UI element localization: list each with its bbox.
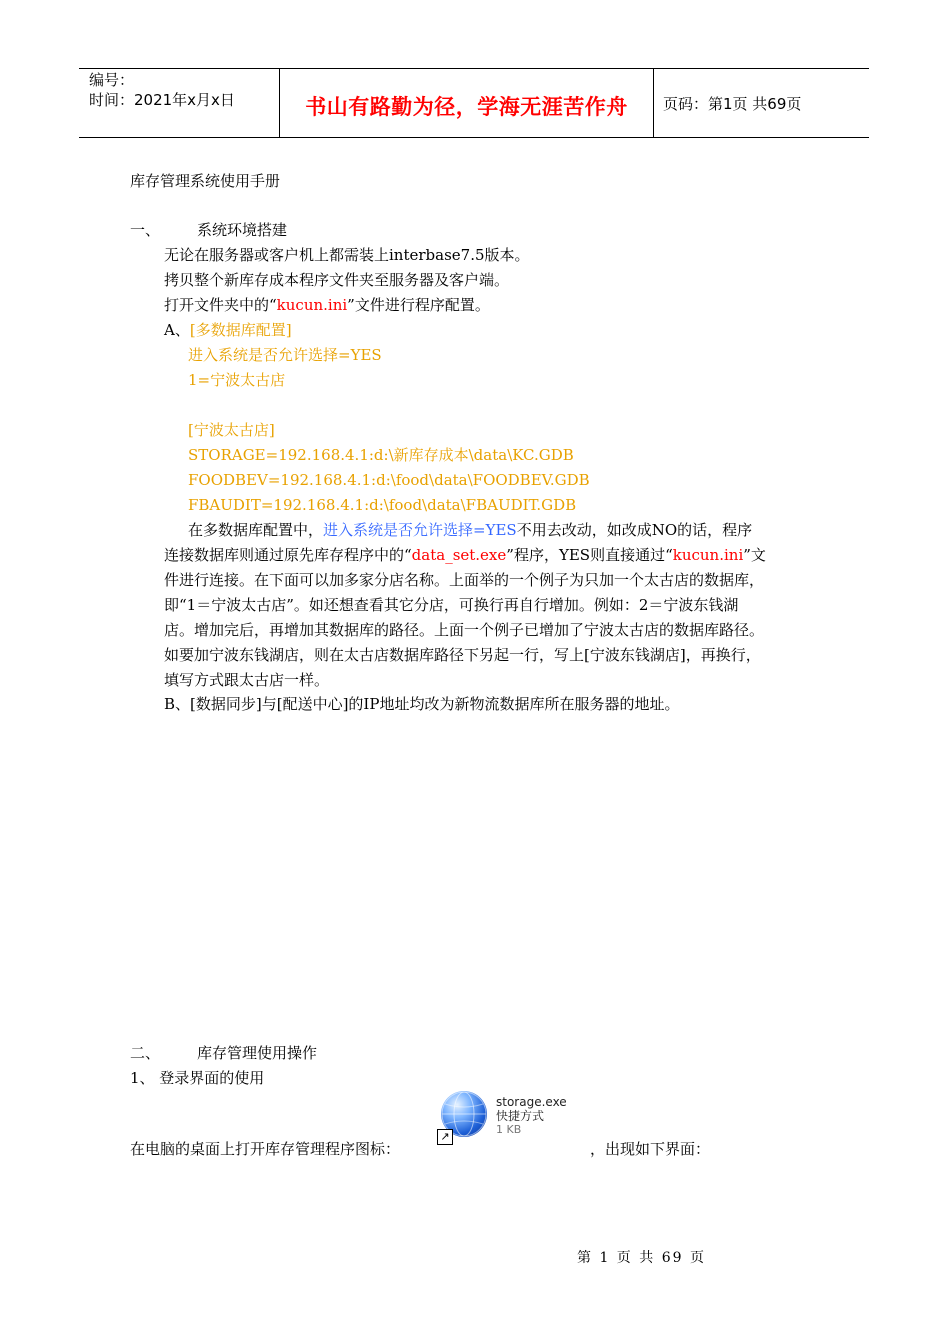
page-footer: 第 1 页 共 69 页	[577, 1250, 706, 1266]
paragraph-line: 填写方式跟太古店一样。	[164, 671, 330, 689]
paragraph-line: 即“1＝宁波太古店”。如还想查看其它分店，可换行再自行增加。例如：2＝宁波东钱湖	[164, 596, 739, 614]
icon-filename: storage.exe	[496, 1095, 567, 1109]
config-line: FOODBEV=192.168.4.1:d:\food\data\FOODBEV.GDB	[188, 471, 590, 489]
subsection-login: 1、 登录界面的使用	[130, 1069, 265, 1087]
paragraph-line: 在多数据库配置中，进入系统是否允许选择=YES不用去改动，如改成NO的话，程序	[188, 521, 753, 539]
icon-label	[496, 1095, 567, 1137]
paragraph-line: 店。增加完后，再增加其数据库的路径。上面一个例子已增加了宁波太古店的数据库路径。	[164, 621, 765, 639]
section2-title: 库存管理使用操作	[197, 1044, 318, 1062]
config-line: [宁波太古店]	[188, 421, 275, 439]
storage-exe-shortcut[interactable]	[437, 1091, 587, 1147]
config-line: 进入系统是否允许选择=YES	[188, 346, 382, 364]
config-a-heading: A、[多数据库配置]	[164, 321, 292, 339]
header-meta	[79, 69, 280, 137]
section1-number: 一、	[130, 221, 161, 239]
time-label: 时间：2021年x月x日	[89, 91, 235, 109]
section2-number: 二、	[130, 1044, 161, 1062]
paragraph-line: 件进行连接。在下面可以加多家分店名称。上面举的一个例子为只加一个太古店的数据库，	[164, 571, 765, 589]
section1-title: 系统环境搭建	[197, 221, 288, 239]
config-b-line: B、[数据同步]与[配送中心]的IP地址均改为新物流数据库所在服务器的地址。	[164, 695, 680, 713]
desktop-instruction: 在电脑的桌面上打开库存管理程序图标：	[130, 1140, 401, 1158]
paragraph-line: 连接数据库则通过原先库存程序中的“data_set.exe”程序，YES则直接通过“kucun.ini”文	[164, 546, 766, 564]
config-line: STORAGE=192.168.4.1:d:\新库存成本\data\KC.GDB	[188, 446, 574, 464]
desktop-instruction-end: ，出现如下界面：	[590, 1140, 711, 1158]
section1-p2: 拷贝整个新库存成本程序文件夹至服务器及客户端。	[164, 271, 510, 289]
header-motto: 书山有路勤为径，学海无涯苦作舟	[305, 95, 628, 119]
config-line: 1=宁波太古店	[188, 371, 286, 389]
number-label: 编号：	[89, 71, 135, 89]
kucun-ini-file: kucun.ini	[276, 296, 348, 314]
page-header	[79, 68, 869, 138]
paragraph-line: 如要加宁波东钱湖店，则在太古店数据库路径下另起一行，写上[宁波东钱湖店]，再换行，	[164, 646, 761, 664]
shortcut-arrow-icon: ↗	[437, 1129, 453, 1145]
config-line: FBAUDIT=192.168.4.1:d:\food\data\FBAUDIT.GDB	[188, 496, 577, 514]
icon-type: 快捷方式	[496, 1109, 545, 1123]
header-page-label: 页码：第1页 共69页	[663, 94, 802, 113]
section1-p3: 打开文件夹中的“kucun.ini”文件进行程序配置。	[164, 296, 490, 314]
doc-title: 库存管理系统使用手册	[130, 172, 281, 190]
section1-p1: 无论在服务器或客户机上都需装上interbase7.5版本。	[164, 246, 530, 264]
header-motto-cell	[280, 69, 654, 137]
icon-size: 1 KB	[496, 1123, 522, 1136]
